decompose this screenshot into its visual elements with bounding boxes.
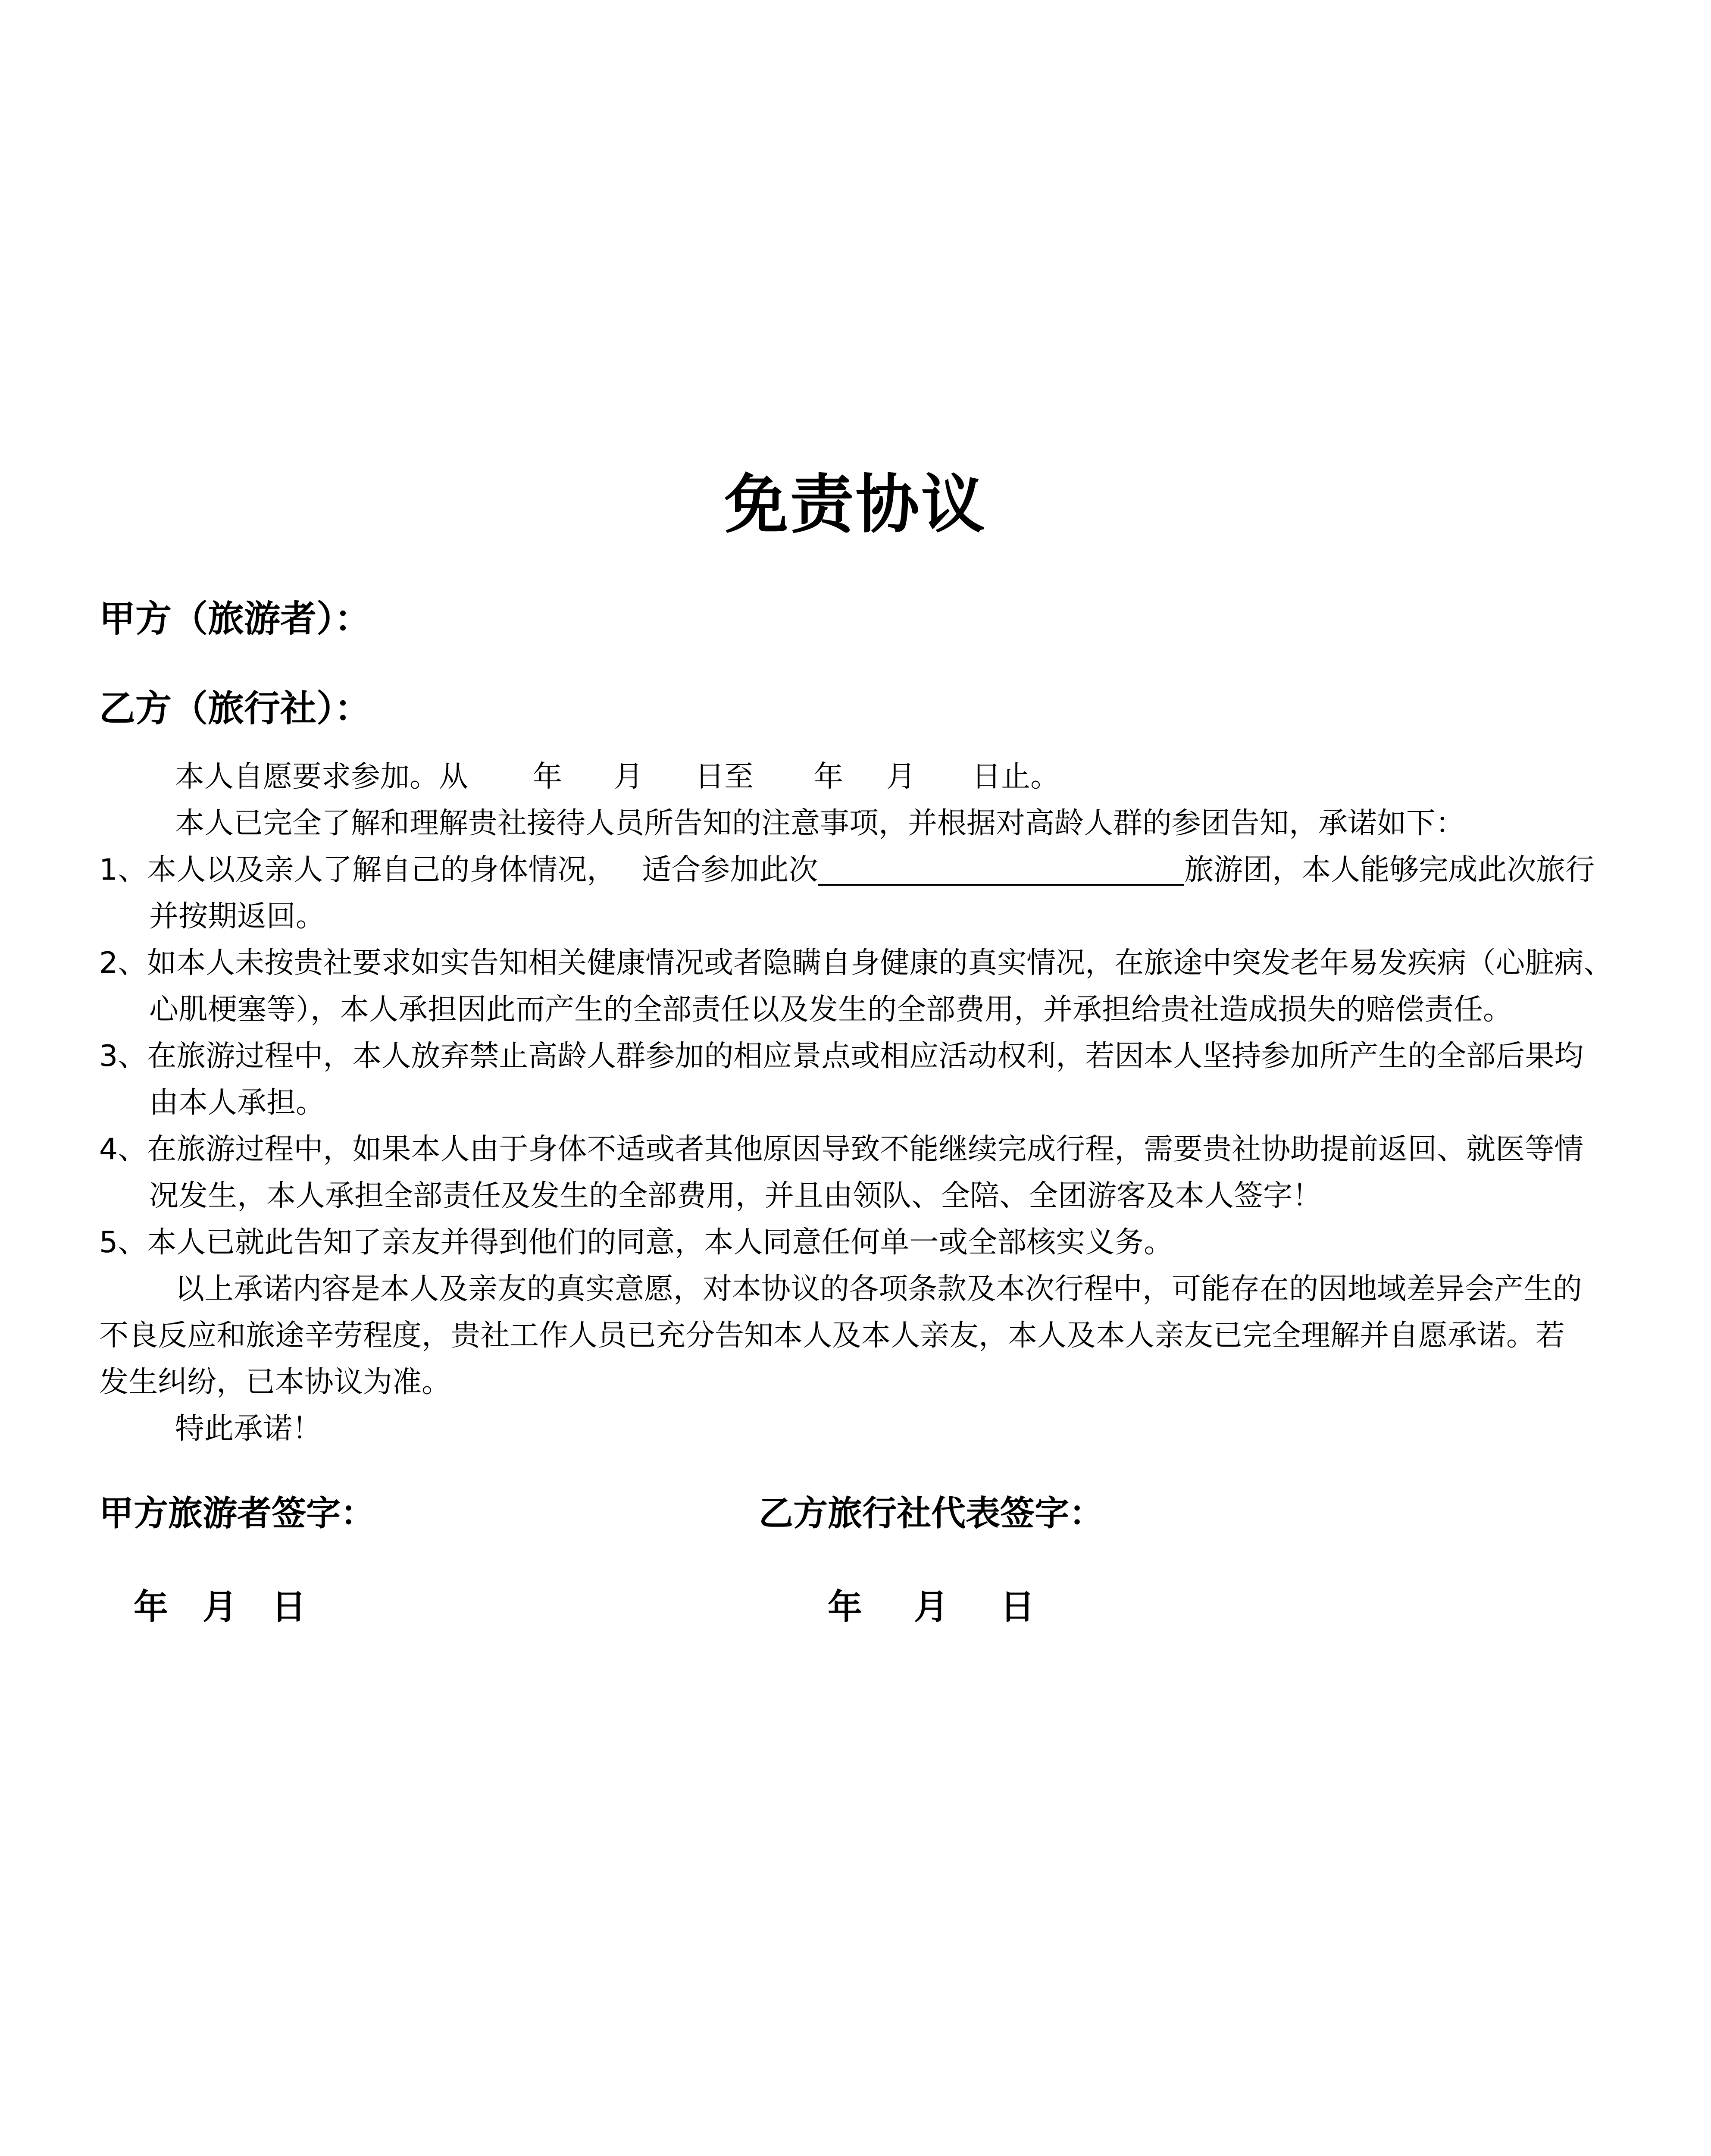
date-a-day: 日 <box>272 1587 306 1627</box>
clause-2-line-1: 2、如本人未按贵社要求如实告知相关健康情况或者隐瞒自身健康的真实情况，在旅途中突发老年易发疾病（心脏病、 <box>99 946 1613 980</box>
intro-month-1: 月 <box>614 760 644 794</box>
intro-day-to: 日至 <box>695 760 754 794</box>
clause-3-line-2: 由本人承担。 <box>149 1086 325 1120</box>
closing-line-2: 不良反应和旅途辛劳程度，贵社工作人员已充分告知本人及本人亲友，本人及本人亲友已完全理解并自愿承诺。若 <box>99 1319 1565 1353</box>
date-b-year: 年 <box>828 1587 862 1627</box>
date-party-b <box>828 1583 1035 1631</box>
date-b-day: 日 <box>1000 1587 1035 1627</box>
closing-line-4: 特此承诺！ <box>175 1412 322 1446</box>
intro-year-1: 年 <box>533 760 563 794</box>
intro-year-2: 年 <box>814 760 844 794</box>
clause-1-part-b: 适合参加此次 <box>642 853 818 887</box>
date-b-month: 月 <box>914 1587 948 1627</box>
clause-4-line-1: 4、在旅游过程中，如果本人由于身体不适或者其他原因导致不能继续完成行程，需要贵社协助提前返回、就医等情 <box>99 1132 1584 1166</box>
clause-4-line-2: 况发生，本人承担全部责任及发生的全部费用，并且由领队、全陪、全团游客及本人签字！ <box>149 1179 1322 1213</box>
intro-start: 本人自愿要求参加。从 <box>175 760 469 794</box>
clause-1-part-a: 1、本人以及亲人了解自己的身体情况， <box>99 853 616 887</box>
clause-1-line-2: 并按期返回。 <box>149 899 325 934</box>
clause-2-line-2: 心肌梗塞等），本人承担因此而产生的全部责任以及发生的全部费用，并承担给贵社造成损失的赔偿责任。 <box>149 993 1513 1027</box>
tour-name-blank <box>818 849 1184 886</box>
closing-line-1: 以上承诺内容是本人及亲友的真实意愿，对本协议的各项条款及本次行程中，可能存在的因地域差异会产生的 <box>175 1272 1583 1306</box>
signature-party-b: 乙方旅行社代表签字： <box>759 1493 1104 1533</box>
document-title: 免责协议 <box>724 467 987 542</box>
clause-1-line-1 <box>99 847 1625 893</box>
intro-line-1 <box>99 754 1625 800</box>
party-b-label: 乙方（旅行社）： <box>99 687 371 730</box>
clause-3-line-1: 3、在旅游过程中，本人放弃禁止高龄人群参加的相应景点或相应活动权利，若因本人坚持参加所产生的全部后果均 <box>99 1039 1584 1073</box>
party-a-label: 甲方（旅游者）： <box>99 598 371 640</box>
signature-party-a: 甲方旅游者签字： <box>99 1493 375 1533</box>
date-a-month: 月 <box>203 1587 237 1627</box>
date-a-year: 年 <box>134 1587 168 1627</box>
intro-day-end: 日止。 <box>972 760 1060 794</box>
date-party-a <box>134 1583 306 1631</box>
agreement-body <box>99 754 1625 1452</box>
intro-month-2: 月 <box>886 760 916 794</box>
clause-1-part-c: 旅游团，本人能够完成此次旅行 <box>1184 853 1595 887</box>
intro-line-2: 本人已完全了解和理解贵社接待人员所告知的注意事项，并根据对高龄人群的参团告知，承诺如下： <box>175 806 1465 840</box>
closing-line-3: 发生纠纷，已本协议为准。 <box>99 1365 451 1399</box>
clause-5-line-1: 5、本人已就此告知了亲友并得到他们的同意，本人同意任何单一或全部核实义务。 <box>99 1225 1173 1260</box>
